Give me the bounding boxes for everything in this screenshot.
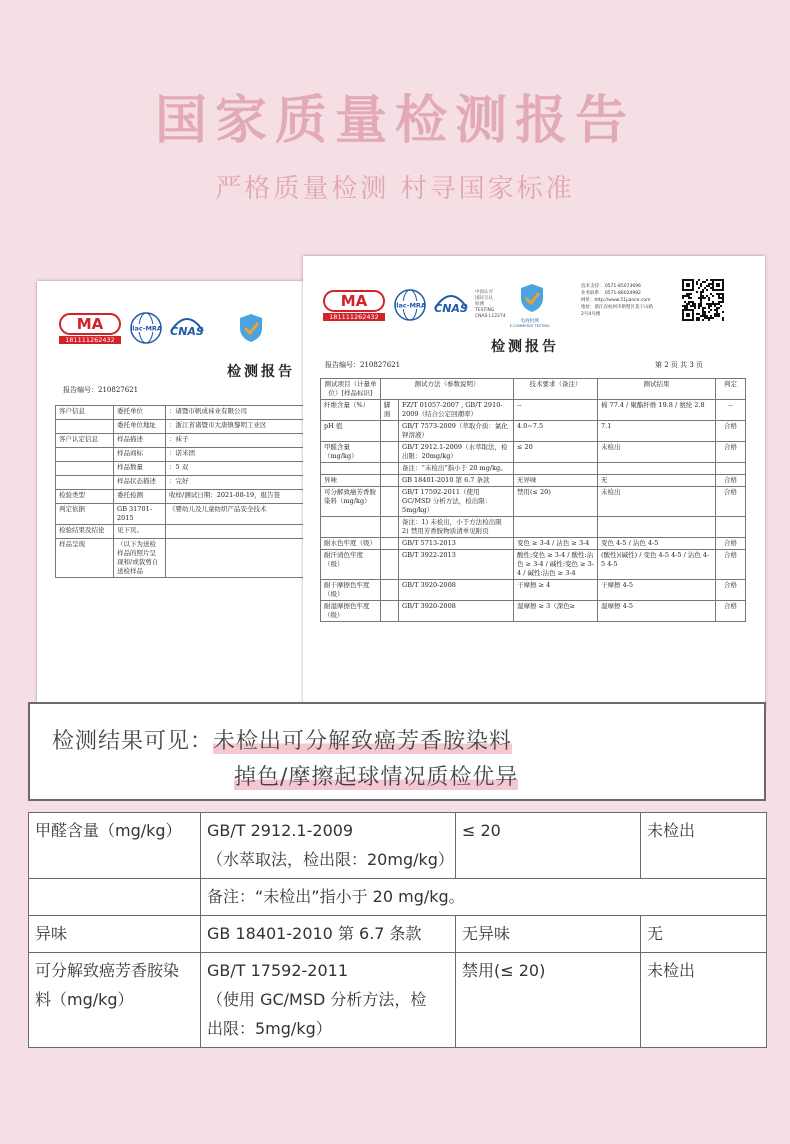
front-report-cell-req: 干摩擦 ≥ 4 xyxy=(514,580,598,601)
front-report-cell-item: 耐湿摩擦色牢度（级） xyxy=(321,601,381,622)
req-odor: 无异味 xyxy=(456,916,641,953)
front-report-cell-sample xyxy=(381,487,399,517)
front-report-cell-item: 纤维含量（%） xyxy=(321,400,381,421)
back-report-sheet xyxy=(37,281,303,711)
front-report-cell-item: 甲醛含量（mg/kg） xyxy=(321,442,381,463)
back-report-cell: 样品商标 xyxy=(114,448,166,462)
front-report-cell-req: -- xyxy=(514,400,598,421)
front-report-cell-sample xyxy=(381,475,399,487)
front-report-cell-judge: 合格 xyxy=(716,550,746,580)
back-report-row xyxy=(56,504,304,525)
front-report-cell-req: 无异味 xyxy=(514,475,598,487)
back-report-row xyxy=(56,539,304,578)
svg-text:ilac-MRA: ilac-MRA xyxy=(394,301,426,310)
front-report-cell-judge: -- xyxy=(716,400,746,421)
item-formaldehyde: 甲醛含量（mg/kg） xyxy=(29,813,201,879)
front-report-cell-result: 未检出 xyxy=(598,487,716,517)
back-report-cell: ：完好 xyxy=(166,476,304,490)
front-report-row xyxy=(321,487,746,517)
front-report-cell-result: 未检出 xyxy=(598,442,716,463)
front-report-sheet xyxy=(303,256,765,711)
front-report-table xyxy=(320,378,746,622)
front-report-cell-method: 备注：“未检出”指小于 20 mg/kg。 xyxy=(399,463,514,475)
back-report-row xyxy=(56,448,304,462)
front-report-cell-item: 耐干摩擦色牢度（级） xyxy=(321,580,381,601)
svg-text:ilac-MRA: ilac-MRA xyxy=(130,324,162,333)
front-report-row xyxy=(321,601,746,622)
method-formaldehyde: GB/T 2912.1-2009 （水萃取法，检出限：20mg/kg） xyxy=(201,813,456,879)
cnas-logo-icon xyxy=(167,311,207,345)
back-report-cell xyxy=(56,420,114,434)
ilac-logo-icon xyxy=(129,311,163,345)
front-report-cell-judge xyxy=(716,463,746,475)
back-report-cell xyxy=(56,462,114,476)
back-report-title: 检测报告 xyxy=(227,364,295,380)
back-report-cell: GB 31701-2015 xyxy=(114,504,166,525)
front-report-cell-sample xyxy=(381,463,399,475)
front-report-cell-method: GB/T 5713-2013 xyxy=(399,538,514,550)
front-report-cell-req: ≤ 20 xyxy=(514,442,598,463)
front-report-cell-item: 可分解致癌芳香胺染料（mg/kg） xyxy=(321,487,381,517)
header-result: 测试结果 xyxy=(598,379,716,400)
front-report-cell-sample xyxy=(381,580,399,601)
front-report-logos xyxy=(323,282,550,328)
back-report-row xyxy=(56,490,304,504)
back-report-cell: 客户认定信息 xyxy=(56,434,114,448)
result-azo-dyes: 未检出 xyxy=(641,953,767,1048)
front-report-row xyxy=(321,400,746,421)
front-report-cell-item xyxy=(321,517,381,538)
page-title: 国家质量检测报告 xyxy=(154,91,635,151)
back-report-cell: ：诸暨市帆成袜业有限公司 xyxy=(166,406,304,420)
front-report-row xyxy=(321,517,746,538)
front-report-cell-method: GB 18401-2010 第 6.7 条款 xyxy=(399,475,514,487)
front-report-row xyxy=(321,463,746,475)
ilac-logo-icon xyxy=(393,288,427,322)
front-report-cell-method: FZ/T 01057-2007 , GB/T 2910-2009（结合公定回潮率） xyxy=(399,400,514,421)
front-report-cell-result: 7.1 xyxy=(598,421,716,442)
front-report-cell-sample xyxy=(381,538,399,550)
highlight-colorfastness: 掉色/摩擦起球情况质检优异 xyxy=(234,765,519,790)
page-subtitle: 严格质量检测 村寻国家标准 xyxy=(215,174,575,204)
req-formaldehyde: ≤ 20 xyxy=(456,813,641,879)
back-report-cell xyxy=(56,476,114,490)
contact-info: 技术支持： 0571-85073696 业务联系： 0571-86024992 网址：http://www.51jiance.com 地址：浙江省杭州市拱墅区莫干山路 2号4号楼 xyxy=(581,284,653,317)
front-report-cell-method: 备注：1) 未检出，小于方法检出限 2) 禁用芳香胺物质清单见附页 xyxy=(399,517,514,538)
shield-logo-icon xyxy=(237,312,265,344)
front-report-cell-sample xyxy=(381,601,399,622)
back-report-row xyxy=(56,462,304,476)
back-report-number: 报告编号：210827621 xyxy=(63,386,139,394)
front-report-cell-item xyxy=(321,463,381,475)
front-report-cell-result: 变色 4-5 / 沾色 4-5 xyxy=(598,538,716,550)
back-report-cell: 收样/测试日期：2021-08-19，报告签 xyxy=(166,490,304,504)
svg-text:CNAS: CNAS xyxy=(434,302,468,315)
front-report-cell-judge: 合格 xyxy=(716,601,746,622)
cnas-logo-icon xyxy=(431,288,471,322)
ecommerce-testing-badge: 电商检测 E-COMMERCE TESTING xyxy=(510,282,550,328)
back-report-row xyxy=(56,476,304,490)
front-report-cell-item: 异味 xyxy=(321,475,381,487)
cnas-accreditation-text: 中国认可 国际互认 检测 TESTING CNAS L12274 xyxy=(475,290,506,319)
back-report-cell: 样品数量 xyxy=(114,462,166,476)
front-report-cell-method: GB/T 17592-2011（使用 GC/MSD 分析方法，检出限：5mg/kg） xyxy=(399,487,514,517)
back-report-cell: 委托单位 xyxy=(114,406,166,420)
result-formaldehyde: 未检出 xyxy=(641,813,767,879)
front-report-cell-judge: 合格 xyxy=(716,442,746,463)
back-report-table xyxy=(55,405,303,578)
header-method: 测试方法（参数说明） xyxy=(381,379,514,400)
front-report-row xyxy=(321,580,746,601)
callout-line-2 xyxy=(234,760,518,791)
req-azo-dyes: 禁用(≤ 20) xyxy=(456,953,641,1048)
item-odor: 异味 xyxy=(29,916,201,953)
front-report-cell-req: 湿摩擦 ≥ 3（深色≥ xyxy=(514,601,598,622)
back-report-cell: ：袜子 xyxy=(166,434,304,448)
front-report-cell-result xyxy=(598,517,716,538)
front-report-cell-judge: 合格 xyxy=(716,421,746,442)
back-report-logos xyxy=(59,311,265,345)
back-report-cell: 委托检测 xyxy=(114,490,166,504)
ma-logo-icon: MA 181111262432 xyxy=(323,290,385,320)
back-report-cell: ：浙江省诸暨市大唐镇黎明工业区 xyxy=(166,420,304,434)
svg-text:CNAS: CNAS xyxy=(170,325,204,338)
back-report-row xyxy=(56,525,304,539)
front-report-cell-req xyxy=(514,517,598,538)
header-item: 测试项目（计量单位）[样品标识] xyxy=(321,379,381,400)
front-report-row xyxy=(321,421,746,442)
front-report-cell-sample: 脚面 xyxy=(381,400,399,421)
empty-cell xyxy=(29,879,201,916)
back-report-cell: 检验结果及结论 xyxy=(56,525,114,539)
front-report-number: 报告编号：210827621 xyxy=(325,361,401,369)
back-report-cell: 委托单位地址 xyxy=(114,420,166,434)
front-report-cell-judge xyxy=(716,517,746,538)
result-odor: 无 xyxy=(641,916,767,953)
front-report-page: 第 2 页 共 3 页 xyxy=(655,361,704,369)
front-report-cell-judge: 合格 xyxy=(716,538,746,550)
back-report-cell: 《婴幼儿及儿童纺织产品安全技术 xyxy=(166,504,304,525)
front-report-cell-result: 湿摩擦 4-5 xyxy=(598,601,716,622)
back-report-cell: ：诺米团 xyxy=(166,448,304,462)
front-report-title: 检测报告 xyxy=(491,339,559,355)
back-report-cell: （以下为送检样品的照片呈现和/或裁剪自送检样品 xyxy=(114,539,166,578)
front-report-cell-result: 无 xyxy=(598,475,716,487)
front-report-cell-req: 4.0~7.5 xyxy=(514,421,598,442)
table-row xyxy=(29,879,767,916)
shield-logo-icon xyxy=(518,282,546,314)
highlight-carcinogen: 未检出可分解致癌芳香胺染料 xyxy=(213,729,513,754)
zoomed-results-table xyxy=(28,812,767,1048)
back-report-cell xyxy=(166,525,304,539)
front-report-cell-method: GB/T 2912.1-2009（水萃取法，检出限：20mg/kg） xyxy=(399,442,514,463)
header-requirement: 技术要求（备注） xyxy=(514,379,598,400)
table-row xyxy=(29,953,767,1048)
table-row xyxy=(29,813,767,879)
back-report-cell: 见下页。 xyxy=(114,525,166,539)
back-report-row xyxy=(56,420,304,434)
front-report-cell-result xyxy=(598,463,716,475)
front-report-cell-result: (酸性)(碱性) / 变色 4-5 4-5 / 沾色 4-5 4-5 xyxy=(598,550,716,580)
result-callout xyxy=(28,702,766,801)
front-report-cell-sample xyxy=(381,517,399,538)
front-report-cell-item: 耐水色牢度（级） xyxy=(321,538,381,550)
front-report-cell-sample xyxy=(381,442,399,463)
front-report-cell-result: 棉 77.4 / 聚酯纤维 19.8 / 氨纶 2.8 xyxy=(598,400,716,421)
front-report-row xyxy=(321,442,746,463)
front-report-cell-judge: 合格 xyxy=(716,475,746,487)
front-report-cell-judge: 合格 xyxy=(716,487,746,517)
back-report-cell: 样品状态描述 xyxy=(114,476,166,490)
front-report-row xyxy=(321,475,746,487)
back-report-cell: ：5 双 xyxy=(166,462,304,476)
back-report-cell xyxy=(166,539,304,578)
method-odor: GB 18401-2010 第 6.7 条款 xyxy=(201,916,456,953)
note-formaldehyde: 备注：“未检出”指小于 20 mg/kg。 xyxy=(201,879,767,916)
front-report-cell-req: 变色 ≥ 3-4 / 沾色 ≥ 3-4 xyxy=(514,538,598,550)
table-row xyxy=(29,916,767,953)
qr-code-icon xyxy=(681,278,725,322)
header-judgement: 判定 xyxy=(716,379,746,400)
front-report-cell-req: 酸性:变色 ≥ 3-4 / 酸性:沾色 ≥ 3-4 / 碱性:变色 ≥ 3-4 / 碱性:沾色 ≥ 3-4 xyxy=(514,550,598,580)
back-report-cell: 样品描述 xyxy=(114,434,166,448)
ma-logo-icon: MA 181111262432 xyxy=(59,313,121,343)
front-report-cell-item: 耐汗渍色牢度（级） xyxy=(321,550,381,580)
front-report-cell-req xyxy=(514,463,598,475)
front-report-cell-item: pH 值 xyxy=(321,421,381,442)
front-report-cell-method: GB/T 3922-2013 xyxy=(399,550,514,580)
front-report-cell-sample xyxy=(381,421,399,442)
front-report-cell-req: 禁用(≤ 20) xyxy=(514,487,598,517)
front-report-cell-method: GB/T 7573-2009（萃取介质：氯化钾溶液） xyxy=(399,421,514,442)
front-report-cell-judge: 合格 xyxy=(716,580,746,601)
method-azo-dyes: GB/T 17592-2011 （使用 GC/MSD 分析方法，检 出限：5mg/kg） xyxy=(201,953,456,1048)
front-report-cell-sample xyxy=(381,550,399,580)
front-report-row xyxy=(321,550,746,580)
back-report-row xyxy=(56,406,304,420)
front-report-row xyxy=(321,538,746,550)
back-report-cell xyxy=(56,448,114,462)
front-report-cell-method: GB/T 3920-2008 xyxy=(399,580,514,601)
callout-line-1: 检测结果可见：未检出可分解致癌芳香胺染料 xyxy=(52,729,513,754)
item-azo-dyes: 可分解致癌芳香胺染 料（mg/kg） xyxy=(29,953,201,1048)
back-report-row xyxy=(56,434,304,448)
back-report-cell: 样品呈现 xyxy=(56,539,114,578)
front-report-cell-method: GB/T 3920-2008 xyxy=(399,601,514,622)
back-report-cell: 客户信息 xyxy=(56,406,114,420)
back-report-cell: 检验类型 xyxy=(56,490,114,504)
front-report-cell-result: 干摩擦 4-5 xyxy=(598,580,716,601)
back-report-cell: 判定依据 xyxy=(56,504,114,525)
